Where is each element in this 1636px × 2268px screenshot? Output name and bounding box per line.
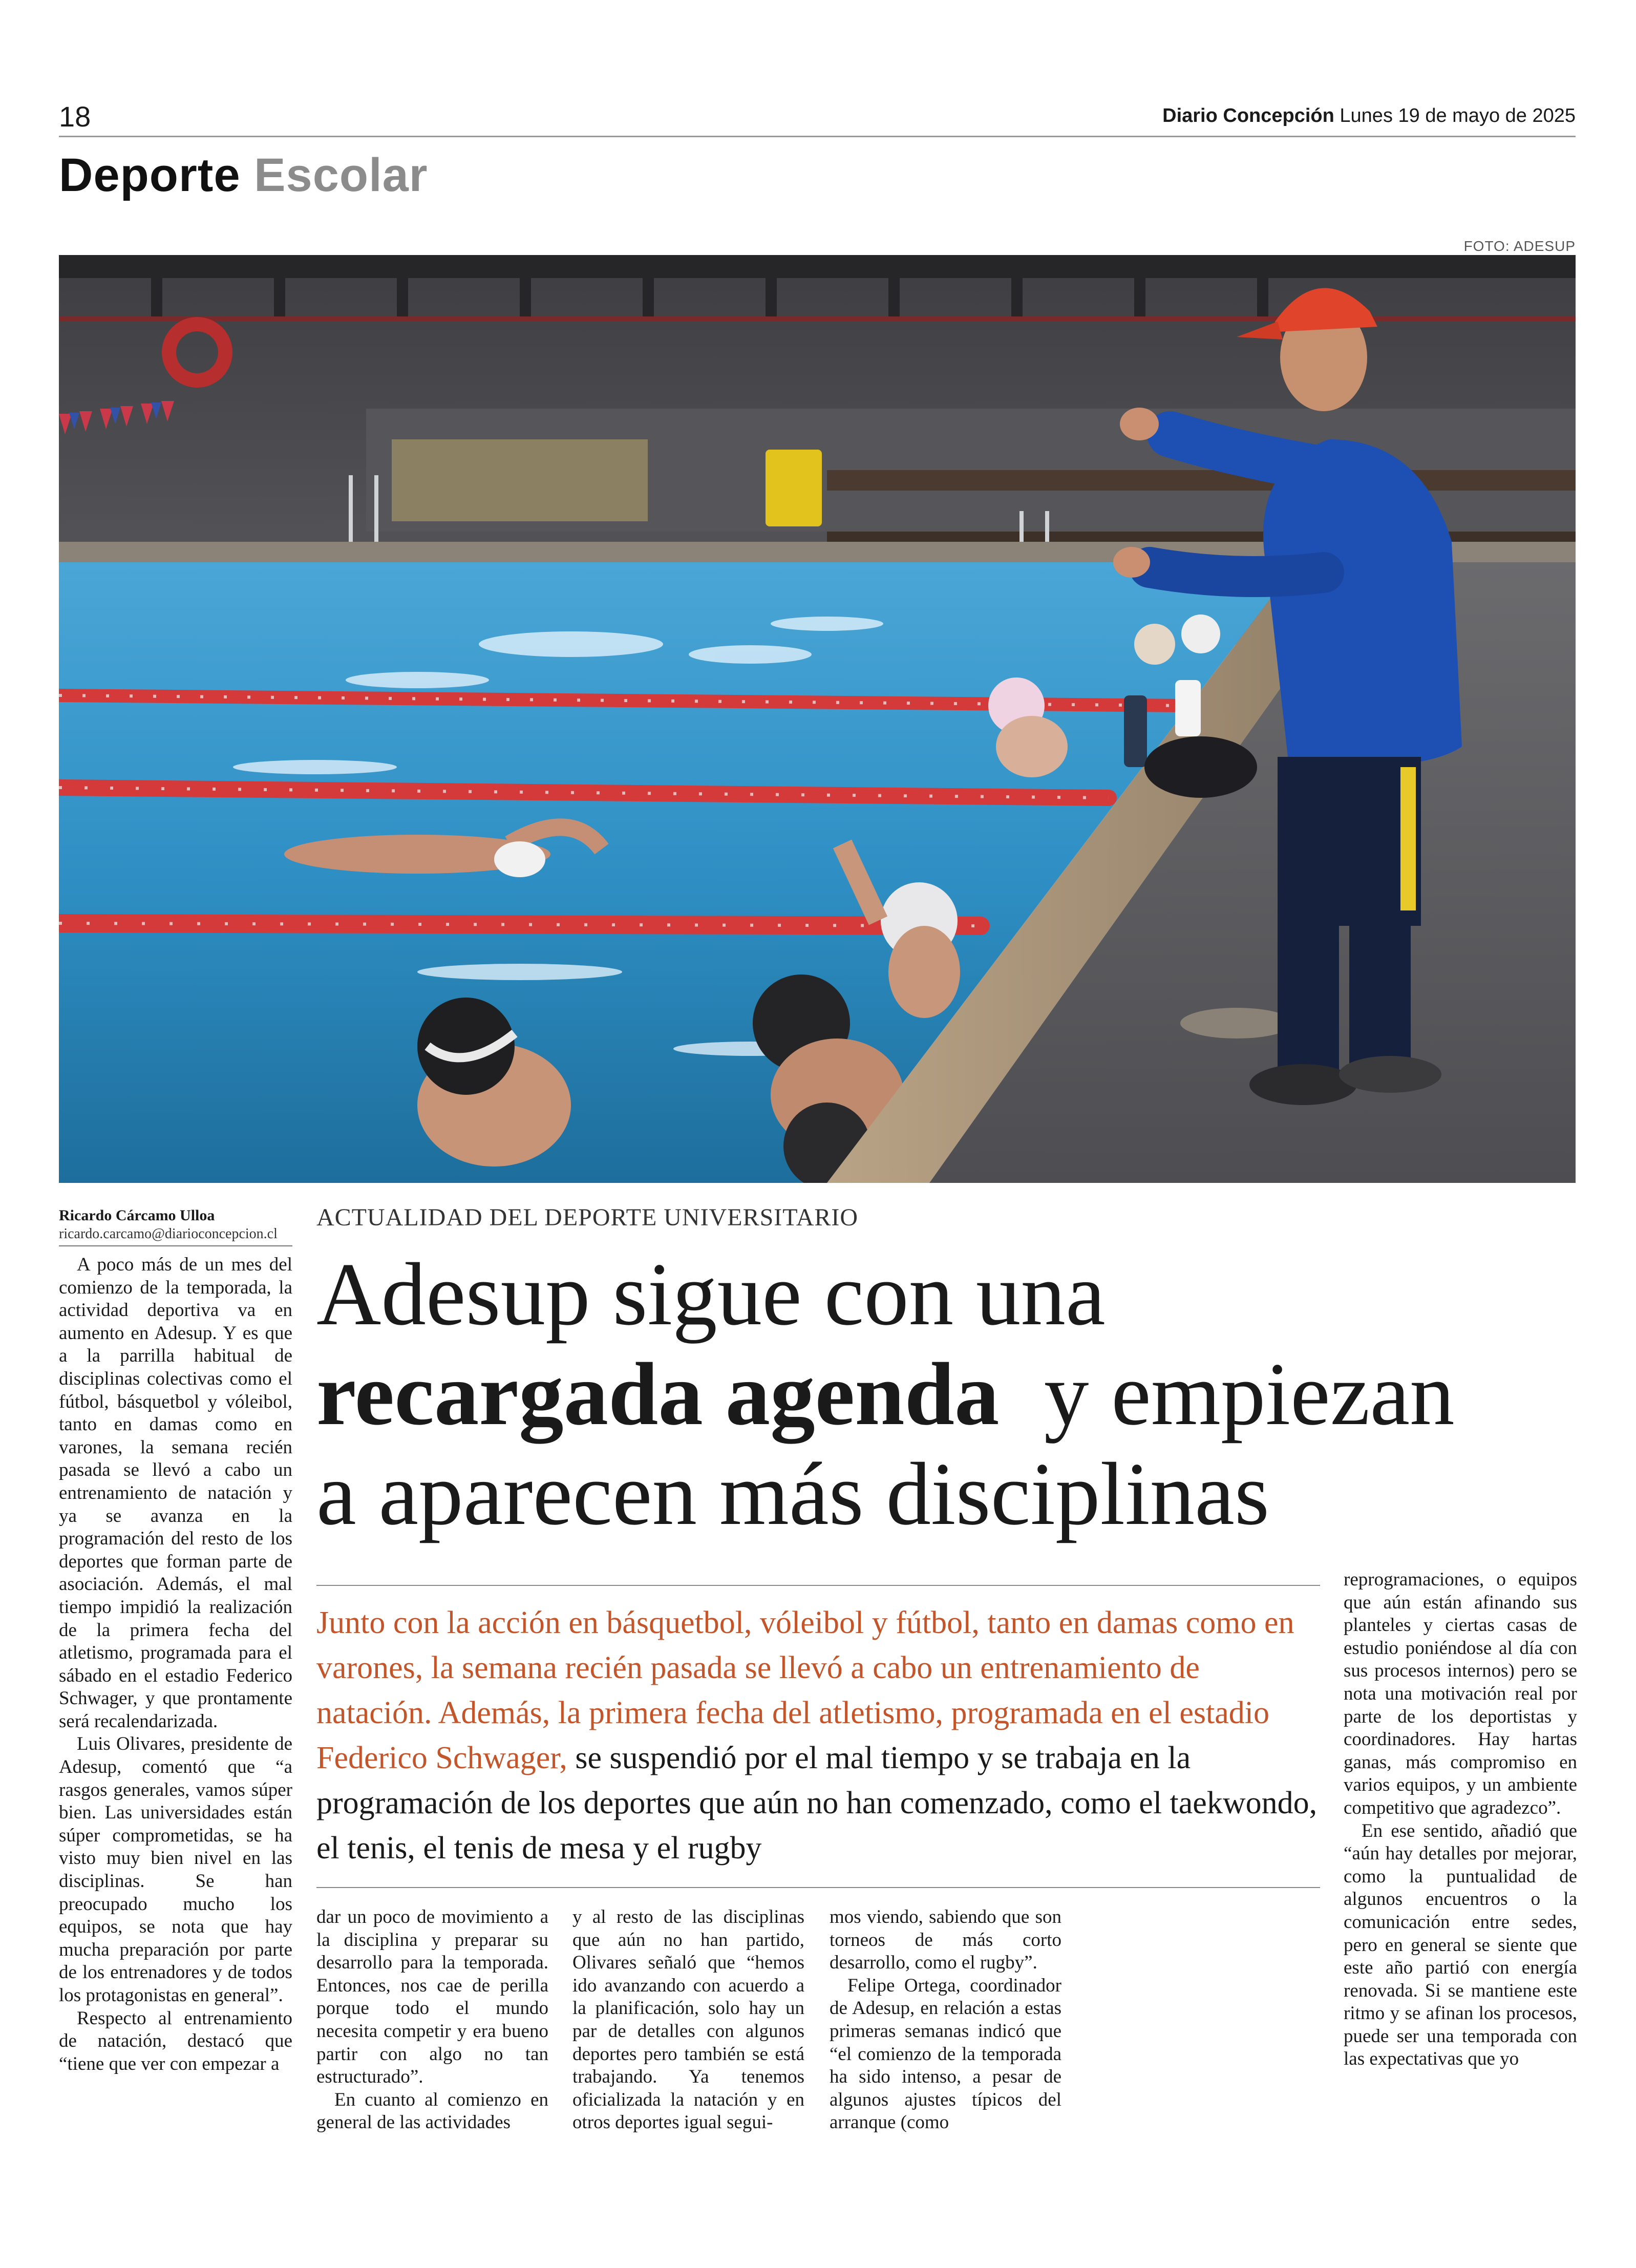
body-column-4: [830, 1906, 1061, 2134]
body-column-3: [572, 1906, 804, 2134]
article-headline: [316, 1244, 1571, 1544]
publication-name: Diario Concepción: [1162, 105, 1334, 126]
header-divider: [59, 136, 1576, 137]
body-paragraph: En ese sentido, añadió que “aún hay detalles por mejorar, como la puntualidad de algunos encuentros o la comunicación entre sedes, pero en general se siente que este año partió con energía renovada. Si se mantiene este ritmo y se afinan los procesos, puede ser una temporada con las expectativas que yo: [1344, 1820, 1577, 2070]
body-paragraph: reprogramaciones, o equipos que aún están afinando sus planteles y ciertas casas de estudio poniéndose al día con sus procesos internos) pero se nota una motivación real por parte de los deportistas y coordinadores. Hay hartas ganas, más compromiso en varios equipos, y un ambiente competitivo que agradezco”.: [1344, 1569, 1577, 1818]
publication-date: Lunes 19 de mayo de 2025: [1340, 105, 1576, 126]
section-main: Deporte: [59, 149, 241, 201]
section-sub: Escolar: [254, 149, 428, 201]
body-column-1: [59, 1254, 292, 2075]
lead-accent: Junto con la acción en básquetbol, vóleibol y fútbol, tanto en damas como en varones, la semana recién pasada se llevó a cabo un entrenamiento de natación. Además, la primera fecha del atletismo, programada en el estadio Federico Schwager,: [316, 1605, 1294, 1775]
article-kicker: ACTUALIDAD DEL DEPORTE UNIVERSITARIO: [316, 1204, 859, 1231]
masthead: [1162, 105, 1576, 127]
article-lead: [316, 1600, 1320, 1871]
body-paragraph: mos viendo, sabiendo que son torneos de más corto desarrollo, como el rugby”.: [830, 1906, 1061, 1974]
byline-author: Ricardo Cárcamo Ulloa: [59, 1207, 215, 1224]
article-photo: [59, 255, 1576, 1183]
headline-line-3: a aparecen más disciplinas: [316, 1444, 1269, 1543]
body-column-5: [1344, 1568, 1577, 2071]
lead-top-divider: [316, 1585, 1320, 1586]
body-paragraph: En cuanto al comienzo en general de las actividades: [316, 2089, 548, 2133]
headline-line-2: [316, 1344, 1571, 1444]
body-paragraph: Respecto al entrenamiento de natación, destacó que “tiene que ver con empezar a: [59, 2007, 292, 2074]
page-number: 18: [59, 100, 91, 133]
body-paragraph: A poco más de un mes del comienzo de la temporada, la actividad deportiva va en aumento en Adesup. Y es que a la parrilla habitual de disciplinas colectivas como el fútbol, básquetbol y vóleibol, tanto en damas como en varones, la semana recién pasada se llevó a cabo un entrenamiento de natación y ya se avanza en la programación del resto de los deportes que forman parte de asociación. Además, el mal tiempo impidió la realización de la primera fecha del atletismo, programada para el sábado en el estadio Federico Schwager, y que prontamente será recalendarizada.: [59, 1254, 292, 1732]
body-paragraph: dar un poco de movimiento a la disciplina y preparar su desarrollo para la temporada. Entonces, nos cae de perilla porque todo el mundo necesita competir y era bueno partir con algo no tan estructurado”.: [316, 1906, 548, 2088]
body-column-2: [316, 1906, 548, 2134]
body-paragraph: Felipe Ortega, coordinador de Adesup, en relación a estas primeras semanas indicó que “el comienzo de la temporada ha sido intenso, a pesar de algunos ajustes típicos del arranque (como: [830, 1975, 1061, 2133]
body-paragraph: y al resto de las disciplinas que aún no han partido, Olivares señaló que “hemos ido avanzando con acuerdo a la planificación, solo hay un par de detalles con algunos deportes pero también se está trabajando. Ya tenemos oficializada la natación y en otros deportes igual segui-: [572, 1906, 804, 2133]
byline-email: ricardo.carcamo@diarioconcepcion.cl: [59, 1226, 278, 1242]
section-title: [59, 149, 428, 202]
lead-bottom-divider: [316, 1887, 1320, 1888]
photo-credit: FOTO: ADESUP: [1463, 238, 1576, 254]
lead-plain: se suspendió por el mal tiempo y se trabaja en la programación de los deportes que aún no han comenzado, como el taekwondo, el tenis, el tenis de mesa y el rugby: [316, 1741, 1318, 1866]
headline-line-2-rest: y empiezan: [1044, 1344, 1455, 1444]
headline-bold: recargada agenda: [316, 1344, 1000, 1444]
pool-scene-image: [59, 255, 1576, 1183]
body-paragraph: Luis Olivares, presidente de Adesup, comentó que “a rasgos generales, vamos súper bien. Las universidades están súper comprometidas, se ha visto muy bien nivel en las disciplinas. Se han preocupado mucho los equipos, se nota que hay mucha preparación por parte de los entrenadores y de todos los protagonistas en general”.: [59, 1733, 292, 2006]
headline-line-1: Adesup sigue con una: [316, 1244, 1106, 1344]
byline-divider: [59, 1245, 292, 1246]
